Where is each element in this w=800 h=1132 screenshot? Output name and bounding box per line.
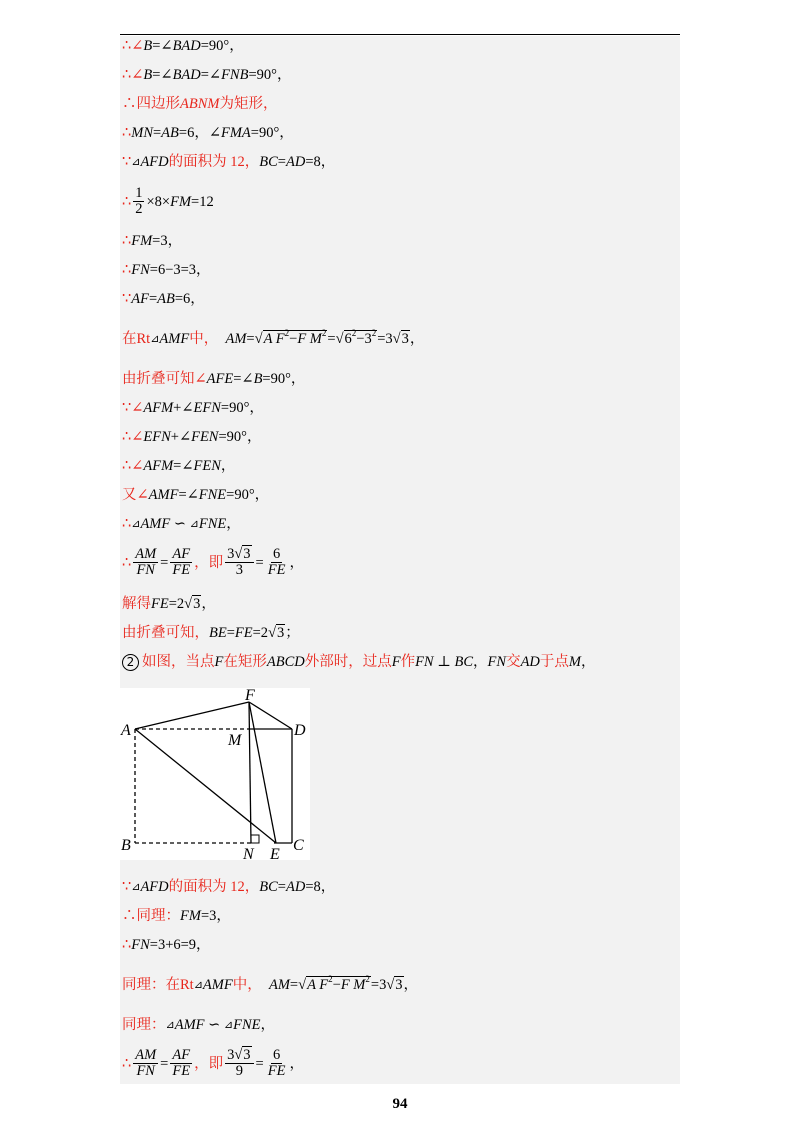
triangle-symbol: ⊿ — [165, 1019, 175, 1031]
fraction — [225, 1048, 253, 1079]
exponent: 2 — [328, 974, 333, 984]
text: ∴∠ — [122, 429, 144, 445]
text: AM — [225, 331, 247, 347]
text: AD — [520, 654, 540, 670]
text: BAD — [172, 67, 201, 83]
solution-line-8 — [122, 261, 211, 279]
fraction — [170, 1048, 192, 1079]
text: 同理： — [122, 1017, 166, 1033]
text: AFE — [206, 371, 234, 387]
text: =6， — [174, 291, 205, 307]
geometry-diagram — [120, 688, 310, 860]
text: = — [277, 154, 286, 170]
text: =3 — [377, 331, 393, 347]
radicand — [306, 976, 371, 993]
text: BAD — [172, 38, 201, 54]
text: ， — [201, 596, 216, 612]
text: ， — [473, 654, 488, 670]
geometry-figure — [120, 688, 310, 860]
triangle-symbol: ⊿ — [193, 979, 203, 991]
text: −3 — [356, 331, 372, 347]
text: =90°， — [226, 487, 270, 503]
text: AFM — [143, 458, 174, 474]
fraction — [133, 1048, 158, 1079]
solution-line-2 — [122, 66, 291, 84]
text: AMF — [202, 977, 233, 993]
text: MN — [131, 125, 153, 141]
text: B — [143, 67, 153, 83]
text: ∵ — [122, 291, 132, 307]
text: B — [143, 38, 153, 54]
denominator: FN — [136, 562, 155, 578]
text: =8， — [305, 879, 336, 895]
text: +∠ — [170, 429, 192, 445]
text: FN — [487, 654, 507, 670]
solution-line-15 — [122, 486, 269, 504]
text: FEN — [191, 429, 219, 445]
denominator: 9 — [235, 1063, 243, 1079]
text: =90°， — [248, 67, 292, 83]
numerator: AF — [172, 1047, 191, 1063]
text: = — [152, 125, 162, 141]
text: FMA — [220, 125, 251, 141]
text: F — [214, 654, 224, 670]
text: ∴ — [122, 554, 132, 571]
text: A F — [307, 977, 329, 993]
solution-line-26 — [122, 1048, 304, 1079]
exponent: 2 — [321, 328, 327, 338]
numerator: 6 — [272, 1047, 281, 1063]
label-c: C — [293, 837, 304, 854]
text: = — [160, 554, 169, 571]
solution-line-12 — [122, 399, 264, 417]
text: ∵ — [122, 879, 132, 895]
text: F M — [340, 977, 366, 993]
text: AFD — [140, 879, 169, 895]
fraction — [133, 186, 144, 217]
text: ， — [226, 516, 241, 532]
sqrt-expression: √3 — [234, 546, 251, 562]
text: FM — [131, 233, 153, 249]
solution-line-1 — [122, 37, 244, 55]
fraction — [266, 547, 288, 578]
label-b: B — [121, 837, 131, 854]
fraction — [266, 1048, 288, 1079]
text: 中， — [189, 331, 219, 347]
text: 的面积为 12， — [168, 154, 260, 170]
fraction — [225, 547, 253, 578]
text: FNB — [221, 67, 249, 83]
text: =90°， — [220, 400, 264, 416]
text: FN — [131, 262, 150, 278]
radicand — [344, 330, 378, 347]
numerator — [225, 547, 253, 563]
text: ， — [289, 554, 304, 571]
text: = — [226, 625, 235, 641]
text: AB — [157, 291, 175, 307]
text: AD — [285, 154, 306, 170]
text: AM — [268, 977, 290, 993]
text: 由折叠可知∠ — [122, 371, 207, 387]
text: FM — [180, 908, 201, 924]
solution-line-16 — [122, 515, 241, 533]
label-d: D — [294, 722, 306, 739]
text: =2 — [252, 625, 269, 641]
sqrt-expression: √A $F^2-F$ $M^2$ — [254, 328, 327, 347]
text: =90°， — [250, 125, 294, 141]
text: − — [332, 977, 341, 993]
text: = — [160, 1055, 169, 1072]
text: =3+6=9， — [149, 937, 211, 953]
text: AFD — [140, 154, 169, 170]
sqrt-expression: $√6^2-3^2$ — [335, 328, 377, 347]
sqrt-expression: √3 — [386, 977, 403, 993]
text: =90°， — [262, 371, 306, 387]
solution-line-14 — [122, 457, 235, 475]
text: ， — [289, 1055, 304, 1072]
text: = — [246, 331, 255, 347]
text: 3 — [227, 1047, 235, 1063]
text: FE — [151, 596, 169, 612]
solution-line-3 — [122, 95, 277, 113]
triangle-symbol: ⊿ — [131, 881, 141, 893]
text: 解得 — [122, 596, 151, 612]
text: BC — [454, 654, 474, 670]
text: =∠ — [152, 67, 173, 83]
solution-line-24 — [122, 976, 418, 994]
text: = — [255, 1055, 264, 1072]
text: 为矩形， — [219, 96, 278, 112]
text: ∴四边形 — [122, 96, 180, 112]
text: FNE — [198, 516, 227, 532]
denominator: 3 — [235, 562, 243, 578]
text: =3 — [370, 977, 387, 993]
solution-line-4 — [122, 124, 294, 142]
text: ， — [220, 458, 236, 474]
text: AFM — [143, 400, 174, 416]
text: =∠ — [233, 371, 254, 387]
text: ∴ — [122, 125, 132, 141]
text: =2 — [168, 596, 185, 612]
numerator: AM — [135, 546, 157, 562]
triangle-symbol: ⊿ — [223, 1019, 234, 1031]
text: 外部时，过点 — [304, 654, 392, 670]
solution-line-6 — [122, 186, 214, 217]
text: 6 — [344, 331, 352, 347]
exponent: 2 — [371, 328, 377, 338]
text: =∠ — [200, 67, 222, 83]
solution-line-20 — [122, 653, 596, 671]
numerator: 6 — [272, 546, 281, 562]
radicand: 3 — [401, 331, 409, 347]
text: M — [568, 654, 581, 670]
text: 在矩形 — [223, 654, 267, 670]
text: − — [289, 331, 298, 347]
text: F M — [297, 331, 322, 347]
text: =6−3=3， — [149, 262, 211, 278]
text: B — [253, 371, 263, 387]
text: ⊥ — [433, 654, 455, 670]
text: 同理：在Rt — [122, 977, 194, 993]
text: FN — [131, 937, 150, 953]
label-f: F — [245, 688, 255, 704]
text: 在Rt — [122, 331, 151, 347]
text: ，即 — [194, 1055, 224, 1072]
radicand: 3 — [277, 625, 285, 641]
text: +∠ — [173, 400, 194, 416]
solution-line-22 — [122, 907, 231, 925]
text: ∴ — [122, 262, 132, 278]
solution-line-23 — [122, 936, 211, 954]
text: FE — [234, 625, 253, 641]
text: = — [148, 291, 158, 307]
text: ∴ — [122, 516, 132, 532]
text: ， — [403, 977, 419, 993]
fraction — [170, 547, 192, 578]
text: 作 — [400, 654, 416, 670]
text: = — [289, 977, 299, 993]
text: =∠ — [173, 458, 194, 474]
text: AMF — [148, 487, 179, 503]
text: ABCD — [266, 654, 305, 670]
solution-line-18 — [122, 595, 216, 613]
denominator: FE — [267, 1063, 286, 1079]
text: =∠ — [152, 38, 173, 54]
text: 的面积为 12， — [168, 879, 260, 895]
text: ∴∠ — [122, 38, 144, 54]
denominator: FE — [267, 562, 286, 578]
text: FNE — [233, 1017, 261, 1033]
text: FNE — [198, 487, 227, 503]
text: ， — [260, 1017, 276, 1033]
denominator: FN — [136, 1063, 155, 1079]
solution-line-19 — [122, 624, 300, 642]
text: =90°， — [218, 429, 262, 445]
triangle-symbol: ⊿ — [189, 518, 199, 530]
text: ，即 — [194, 554, 224, 571]
radicand: 3 — [193, 596, 201, 612]
label-m: M — [228, 732, 242, 749]
exponent: 2 — [284, 328, 290, 338]
denominator: FE — [172, 1063, 191, 1079]
sqrt-expression: √3 — [234, 1047, 251, 1063]
denominator: FE — [172, 562, 191, 578]
sqrt-expression: √3 — [268, 625, 285, 641]
label-a: A — [121, 722, 131, 739]
text: AD — [285, 879, 306, 895]
text: ∴ — [122, 937, 132, 953]
fraction — [133, 547, 158, 578]
text: ∽ — [208, 1017, 221, 1033]
text: = — [327, 331, 336, 347]
text: ∴∠ — [122, 67, 144, 83]
text: ∴同理： — [122, 908, 180, 924]
circled-number: 2 — [122, 654, 139, 671]
label-n: N — [243, 846, 254, 860]
text: ∴∠ — [122, 458, 144, 474]
text: AB — [161, 125, 179, 141]
triangle-symbol: ⊿ — [131, 156, 141, 168]
text: 由折叠可知， — [122, 625, 209, 641]
solution-line-10 — [122, 330, 424, 348]
text: FN — [415, 654, 434, 670]
text: ∽ — [173, 516, 187, 532]
text: AMF — [140, 516, 171, 532]
sqrt-expression: √3 — [184, 596, 201, 612]
text: = — [255, 554, 264, 571]
text: F — [391, 654, 401, 670]
text: 于点 — [539, 654, 569, 670]
text: AMF — [174, 1017, 205, 1033]
text: ∴ — [122, 233, 132, 249]
text: EFN — [143, 429, 171, 445]
triangle-symbol: ⊿ — [131, 518, 141, 530]
text: ABNM — [180, 96, 220, 112]
text: = — [277, 879, 286, 895]
text: FEN — [193, 458, 221, 474]
text: EFN — [193, 400, 221, 416]
triangle-symbol: ⊿ — [150, 333, 160, 345]
exponent: 2 — [351, 328, 357, 338]
label-e: E — [270, 846, 280, 860]
solution-line-25 — [122, 1016, 275, 1034]
solution-line-7 — [122, 232, 182, 250]
denominator: 2 — [135, 201, 143, 217]
numerator: AF — [172, 546, 191, 562]
numerator: AM — [135, 1047, 157, 1063]
text: ∴ — [122, 193, 132, 210]
text: 如图，当点 — [142, 654, 215, 670]
radicand: 3 — [395, 977, 403, 993]
text: =3， — [200, 908, 231, 924]
text: ×8× — [146, 193, 171, 210]
solution-line-5 — [122, 153, 335, 171]
text: =∠ — [178, 487, 199, 503]
page-number: 94 — [392, 1096, 408, 1112]
solution-line-11 — [122, 370, 305, 388]
solution-line-17 — [122, 547, 304, 578]
exponent: 2 — [365, 974, 370, 984]
sqrt-expression: √A $F^2-F$ $M^2$ — [298, 974, 370, 993]
text: A F — [263, 331, 285, 347]
text: AF — [131, 291, 149, 307]
text: ； — [285, 625, 300, 641]
text: AMF — [159, 331, 190, 347]
numerator: 1 — [135, 185, 143, 201]
text: 交 — [506, 654, 521, 670]
text: ， — [409, 331, 425, 347]
text: =3， — [152, 233, 183, 249]
text: ∵∠ — [122, 400, 144, 416]
text: 又∠ — [122, 487, 149, 503]
text: =6，∠ — [178, 125, 221, 141]
solution-line-21 — [122, 878, 335, 896]
radicand — [263, 330, 328, 347]
radicand: 3 — [243, 1047, 251, 1063]
text: BC — [259, 879, 278, 895]
text: BE — [209, 625, 227, 641]
top-rule — [120, 34, 680, 35]
text: =12 — [191, 193, 214, 210]
text: 中， — [232, 977, 262, 993]
text: ， — [581, 654, 596, 670]
text: BC — [259, 154, 278, 170]
text: FM — [170, 193, 192, 210]
text: ∴ — [122, 1055, 132, 1072]
text: ∵ — [122, 154, 132, 170]
solution-line-13 — [122, 428, 261, 446]
numerator — [225, 1048, 253, 1064]
text: =8， — [305, 154, 336, 170]
text: 3 — [227, 546, 235, 562]
solution-line-9 — [122, 290, 205, 308]
sqrt-expression: √3 — [392, 331, 409, 347]
text: =90°， — [200, 38, 244, 54]
radicand: 3 — [243, 546, 251, 562]
